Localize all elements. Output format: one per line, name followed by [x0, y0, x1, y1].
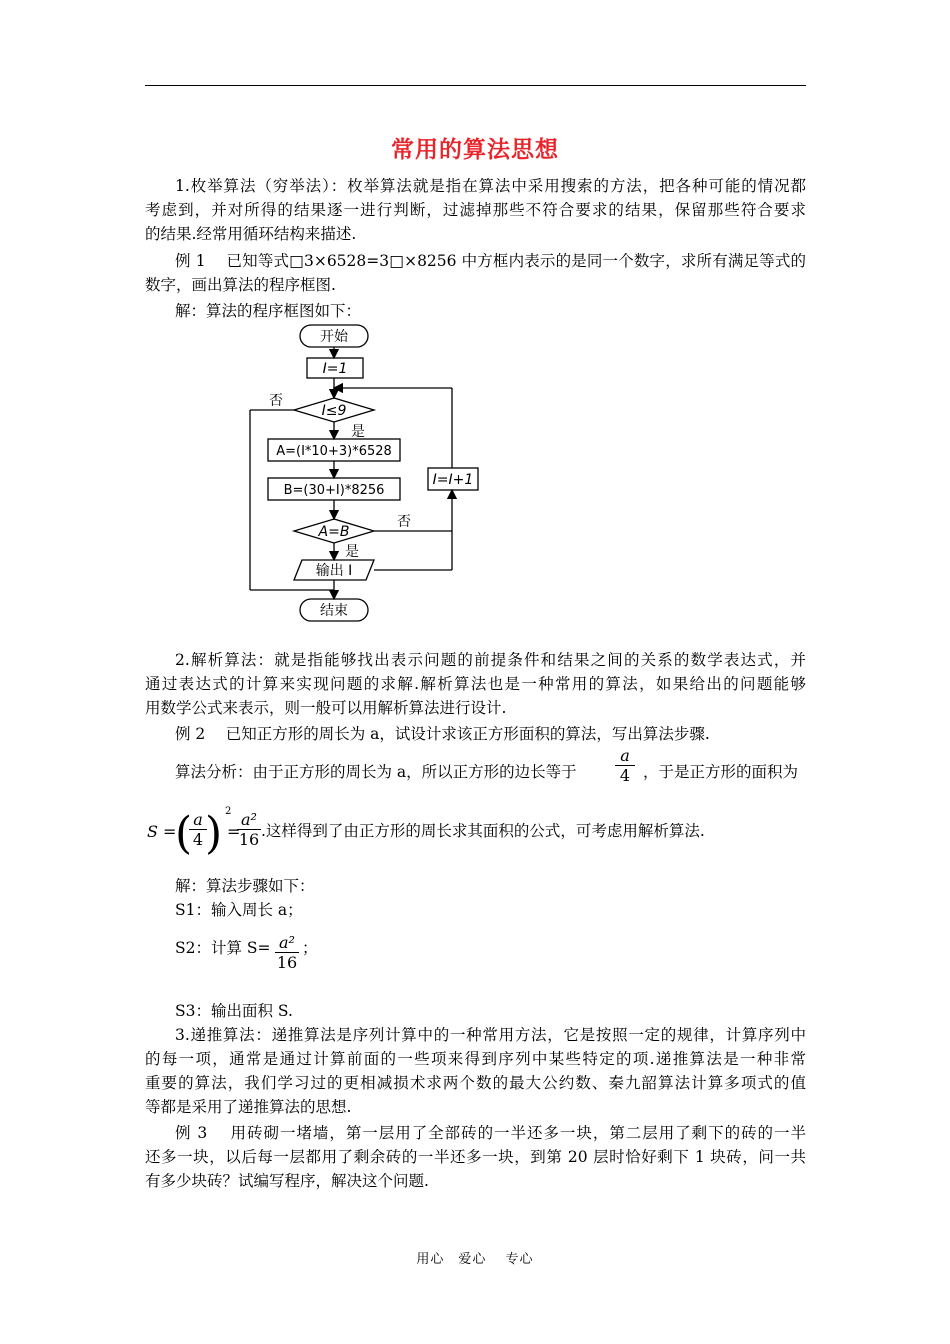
- paragraph-line: 等都是采用了递推算法的思想.: [145, 1098, 352, 1116]
- paragraph-line: 重要的算法，我们学习过的更相减损术求两个数的最大公约数、秦九韶算法计算多项式的值: [145, 1074, 806, 1092]
- condition1-label: I≤9: [321, 403, 347, 419]
- solution-line: 解：算法的程序框图如下：: [175, 302, 362, 320]
- init-label: I=1: [322, 361, 348, 377]
- right-paren: ): [205, 808, 223, 859]
- paragraph-line: 考虑到，并对所得的结果逐一进行判断，过滤掉那些不符合要求的结果，保留那些符合要求: [145, 201, 806, 219]
- denominator: 4: [192, 830, 204, 849]
- increment-label: I=I+1: [432, 472, 474, 488]
- end-label: 结束: [320, 603, 348, 619]
- step-2: [175, 936, 271, 960]
- start-label: 开始: [320, 329, 348, 345]
- paragraph-line: 用数学公式来表示，则一般可以用解析算法进行设计.: [145, 699, 507, 717]
- left-paren: (: [175, 808, 193, 859]
- yes-label-2: 是: [345, 544, 359, 560]
- assign-a-label: A=(I*10+3)*6528: [276, 444, 392, 459]
- numerator: a²: [279, 933, 295, 952]
- fraction-a2-over-16: [275, 933, 299, 972]
- analysis-text: 算法分析：由于正方形的周长为 a，所以正方形的边长等于: [175, 763, 577, 781]
- step-3: S3：输出面积 S.: [175, 1002, 293, 1020]
- example-line: 例 1 已知等式□3×6528=3□×8256 中方框内表示的是同一个数字，求所有满足等式的: [175, 252, 806, 270]
- equals-sign: =: [227, 822, 241, 841]
- paragraph-line: 的结果.经常用循环结构来描述.: [145, 225, 357, 243]
- yes-label-1: 是: [351, 424, 365, 440]
- numerator: a²: [241, 810, 257, 829]
- page-footer: 用心 爱心 专心: [416, 1252, 534, 1267]
- example-line: 例 2 已知正方形的周长为 a，试设计求该正方形面积的算法，写出算法步骤.: [175, 725, 710, 743]
- area-formula: [145, 806, 806, 866]
- page-title: 常用的算法思想: [391, 136, 559, 163]
- no-label-1: 否: [269, 393, 283, 409]
- example-line: 例 3 用砖砌一堵墙，第一层用了全部砖的一半还多一块，第二层用了剩下的砖的一半: [175, 1124, 806, 1142]
- paragraph-line: 2.解析算法：就是指能够找出表示问题的前提条件和结果之间的关系的数学表达式，并: [175, 651, 806, 669]
- numerator: a: [193, 810, 203, 829]
- numerator: a: [620, 746, 630, 765]
- exponent: 2: [225, 806, 232, 817]
- denominator: 16: [276, 953, 298, 972]
- paragraph-line: 通过表达式的计算来实现问题的求解.解析算法也是一种常用的算法，如果给出的问题能够: [145, 675, 806, 693]
- solution-line: 解：算法步骤如下：: [175, 877, 315, 895]
- fraction-a-over-4: [615, 746, 635, 785]
- header-rule: [145, 85, 806, 86]
- output-label: 输出 I: [315, 563, 353, 579]
- assign-b-label: B=(30+I)*8256: [283, 483, 385, 498]
- example-line: 还多一块，以后每一层都用了剩余砖的一半还多一块，到第 20 层时恰好剩下 1 块砖，问一共: [145, 1148, 806, 1166]
- formula-tail: .这样得到了由正方形的周长求其面积的公式，可考虑用解析算法.: [261, 822, 705, 840]
- example-line: 数字，画出算法的程序框图.: [145, 276, 336, 294]
- step-2-text: S2：计算 S=: [175, 939, 271, 957]
- denominator: 4: [619, 766, 631, 785]
- step-1: S1：输入周长 a；: [175, 901, 303, 919]
- step-2-tail: ；: [302, 939, 318, 957]
- example-line: 有多少块砖？试编写程序，解决这个问题.: [145, 1172, 429, 1190]
- paragraph-line: 的每一项，通常是通过计算前面的一些项来得到序列中某些特定的项.递推算法是一种非常: [145, 1050, 806, 1068]
- flowchart: [240, 318, 490, 628]
- condition2-label: A=B: [318, 524, 350, 540]
- paragraph-line: 3.递推算法：递推算法是序列计算中的一种常用方法，它是按照一定的规律，计算序列中: [175, 1026, 806, 1044]
- paragraph-line: 1.枚举算法（穷举法）：枚举算法就是指在算法中采用搜索的方法，把各种可能的情况都: [175, 177, 806, 195]
- formula-s: S =: [147, 822, 177, 841]
- analysis-tail: ，于是正方形的面积为: [643, 763, 799, 781]
- denominator: 16: [238, 830, 260, 849]
- no-label-2: 否: [397, 514, 411, 530]
